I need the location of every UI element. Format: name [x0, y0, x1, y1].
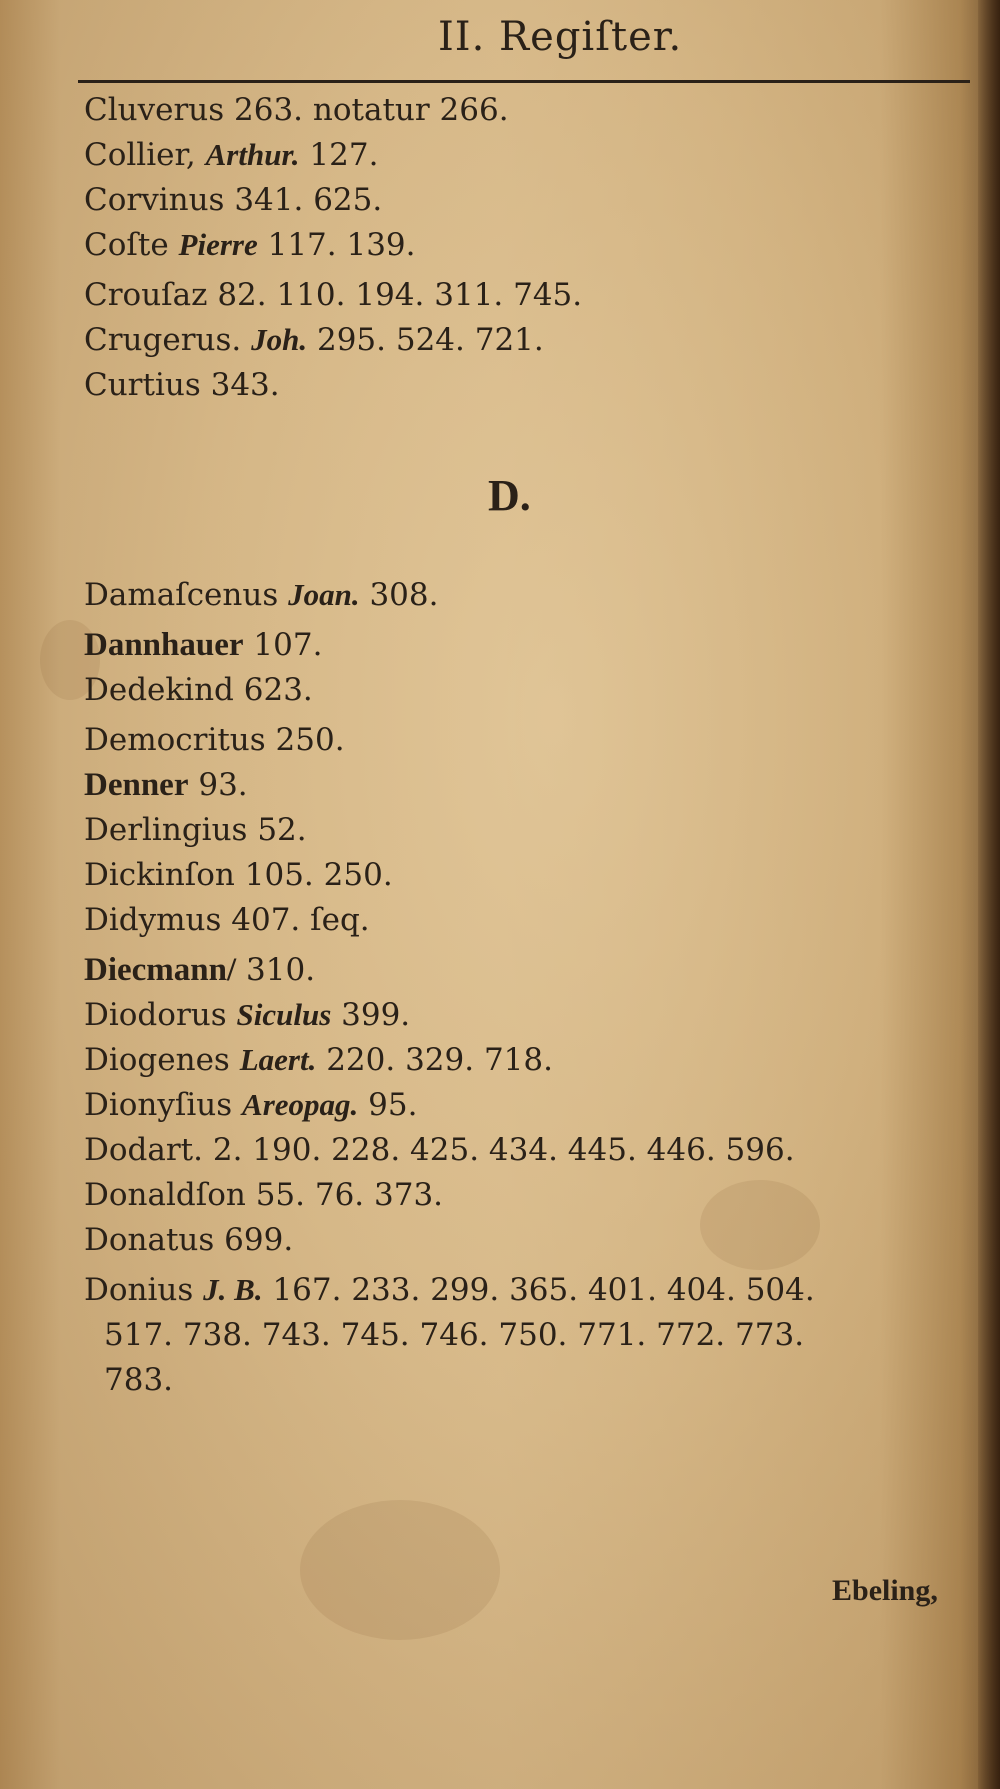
entry-sub: Joh.: [251, 322, 308, 357]
entry-name: Dickinſon: [84, 857, 235, 893]
entry-sub: Joan.: [288, 577, 360, 612]
entry-name: Derlingius: [84, 812, 248, 848]
index-entry: [84, 765, 248, 805]
entry-sub: J. B.: [203, 1272, 263, 1307]
entry-refs: 623.: [243, 672, 313, 708]
entry-name: Denner: [84, 767, 189, 803]
index-entry: [84, 1130, 795, 1170]
index-entry: [84, 575, 438, 615]
paper-stain: [300, 1500, 500, 1640]
index-entry: [84, 90, 509, 130]
entry-sub: Pierre: [178, 227, 258, 262]
entry-name: Dedekind: [84, 672, 234, 708]
entry-refs: 107.: [253, 627, 323, 663]
entry-refs: 95.: [368, 1087, 418, 1123]
entry-name: Curtius: [84, 367, 201, 403]
entry-refs: 93.: [198, 767, 248, 803]
entry-refs: 699.: [224, 1222, 294, 1258]
index-entry: [84, 855, 393, 895]
entry-sub: Siculus: [236, 997, 332, 1032]
entry-refs: 2. 190. 228. 425. 434. 445. 446. 596.: [212, 1132, 795, 1168]
entry-name: Coſte: [84, 227, 169, 263]
entry-refs: 52.: [257, 812, 307, 848]
index-entry: [84, 950, 315, 990]
index-entry: [84, 1175, 443, 1215]
index-entry: [84, 900, 370, 940]
entry-name: Donaldſon: [84, 1177, 246, 1213]
entry-refs: 127.: [309, 137, 379, 173]
entry-name: Crugerus.: [84, 322, 242, 358]
entry-name: Donatus: [84, 1222, 215, 1258]
entry-sub: Areopag.: [242, 1087, 359, 1122]
page-edge-shadow: [978, 0, 1000, 1789]
entry-name: Corvinus: [84, 182, 225, 218]
index-entry: [84, 225, 416, 265]
entry-name: Democritus: [84, 722, 266, 758]
index-entry: [84, 995, 410, 1035]
entry-refs: 117. 139.: [267, 227, 416, 263]
entry-name: Dionyſius: [84, 1087, 233, 1123]
entry-name: Damaſcenus: [84, 577, 279, 613]
index-entry: [84, 180, 382, 220]
index-entry: [84, 1220, 293, 1260]
entry-name: Dannhauer: [84, 627, 244, 663]
entry-refs: 82. 110. 194. 311. 745.: [217, 277, 583, 313]
entry-name: Cluverus: [84, 92, 225, 128]
index-entry: [84, 1085, 417, 1125]
entry-name: Collier,: [84, 137, 196, 173]
entry-name: Dodart.: [84, 1132, 203, 1168]
entry-name: Donius: [84, 1272, 194, 1308]
entry-continuation: 517. 738. 743. 745. 746. 750. 771. 772. 773.: [104, 1317, 805, 1353]
index-entry: [84, 1040, 553, 1080]
entry-refs: 310.: [246, 952, 316, 988]
section-letter: D.: [488, 471, 531, 520]
paper-stain: [700, 1180, 820, 1270]
entry-refs: 341. 625.: [234, 182, 383, 218]
index-entry: [84, 1270, 815, 1310]
entry-refs: 308.: [369, 577, 439, 613]
header-rule: [78, 80, 970, 83]
entry-refs: 343.: [210, 367, 280, 403]
entry-name: Didymus: [84, 902, 222, 938]
entry-name: Diodorus: [84, 997, 227, 1033]
entry-refs: 399.: [341, 997, 411, 1033]
entry-refs: 250.: [275, 722, 345, 758]
entry-continuation: 783.: [104, 1362, 174, 1398]
entry-name: Diogenes: [84, 1042, 230, 1078]
index-entry: [84, 320, 544, 360]
entry-refs: 55. 76. 373.: [255, 1177, 444, 1213]
entry-name: Diecmann/: [84, 952, 237, 988]
entry-name: Crouſaz: [84, 277, 208, 313]
index-entry: [84, 720, 345, 760]
entry-refs: 263. notatur 266.: [234, 92, 509, 128]
entry-refs: 167. 233. 299. 365. 401. 404. 504.: [272, 1272, 815, 1308]
index-entry: [84, 365, 280, 405]
entry-refs: 220. 329. 718.: [326, 1042, 553, 1078]
entry-refs: 407. ſeq.: [231, 902, 370, 938]
index-entry: [84, 275, 582, 315]
index-entry: [84, 810, 307, 850]
entry-sub: Arthur.: [205, 137, 300, 172]
entry-sub: Laert.: [239, 1042, 317, 1077]
catchword: Ebeling,: [832, 1574, 938, 1607]
entry-refs: 105. 250.: [244, 857, 393, 893]
index-entry: [84, 670, 313, 710]
page-header-title: II. Regiſter.: [438, 14, 683, 60]
index-entry: [84, 625, 322, 665]
index-entry: [84, 135, 378, 175]
entry-refs: 295. 524. 721.: [316, 322, 544, 358]
